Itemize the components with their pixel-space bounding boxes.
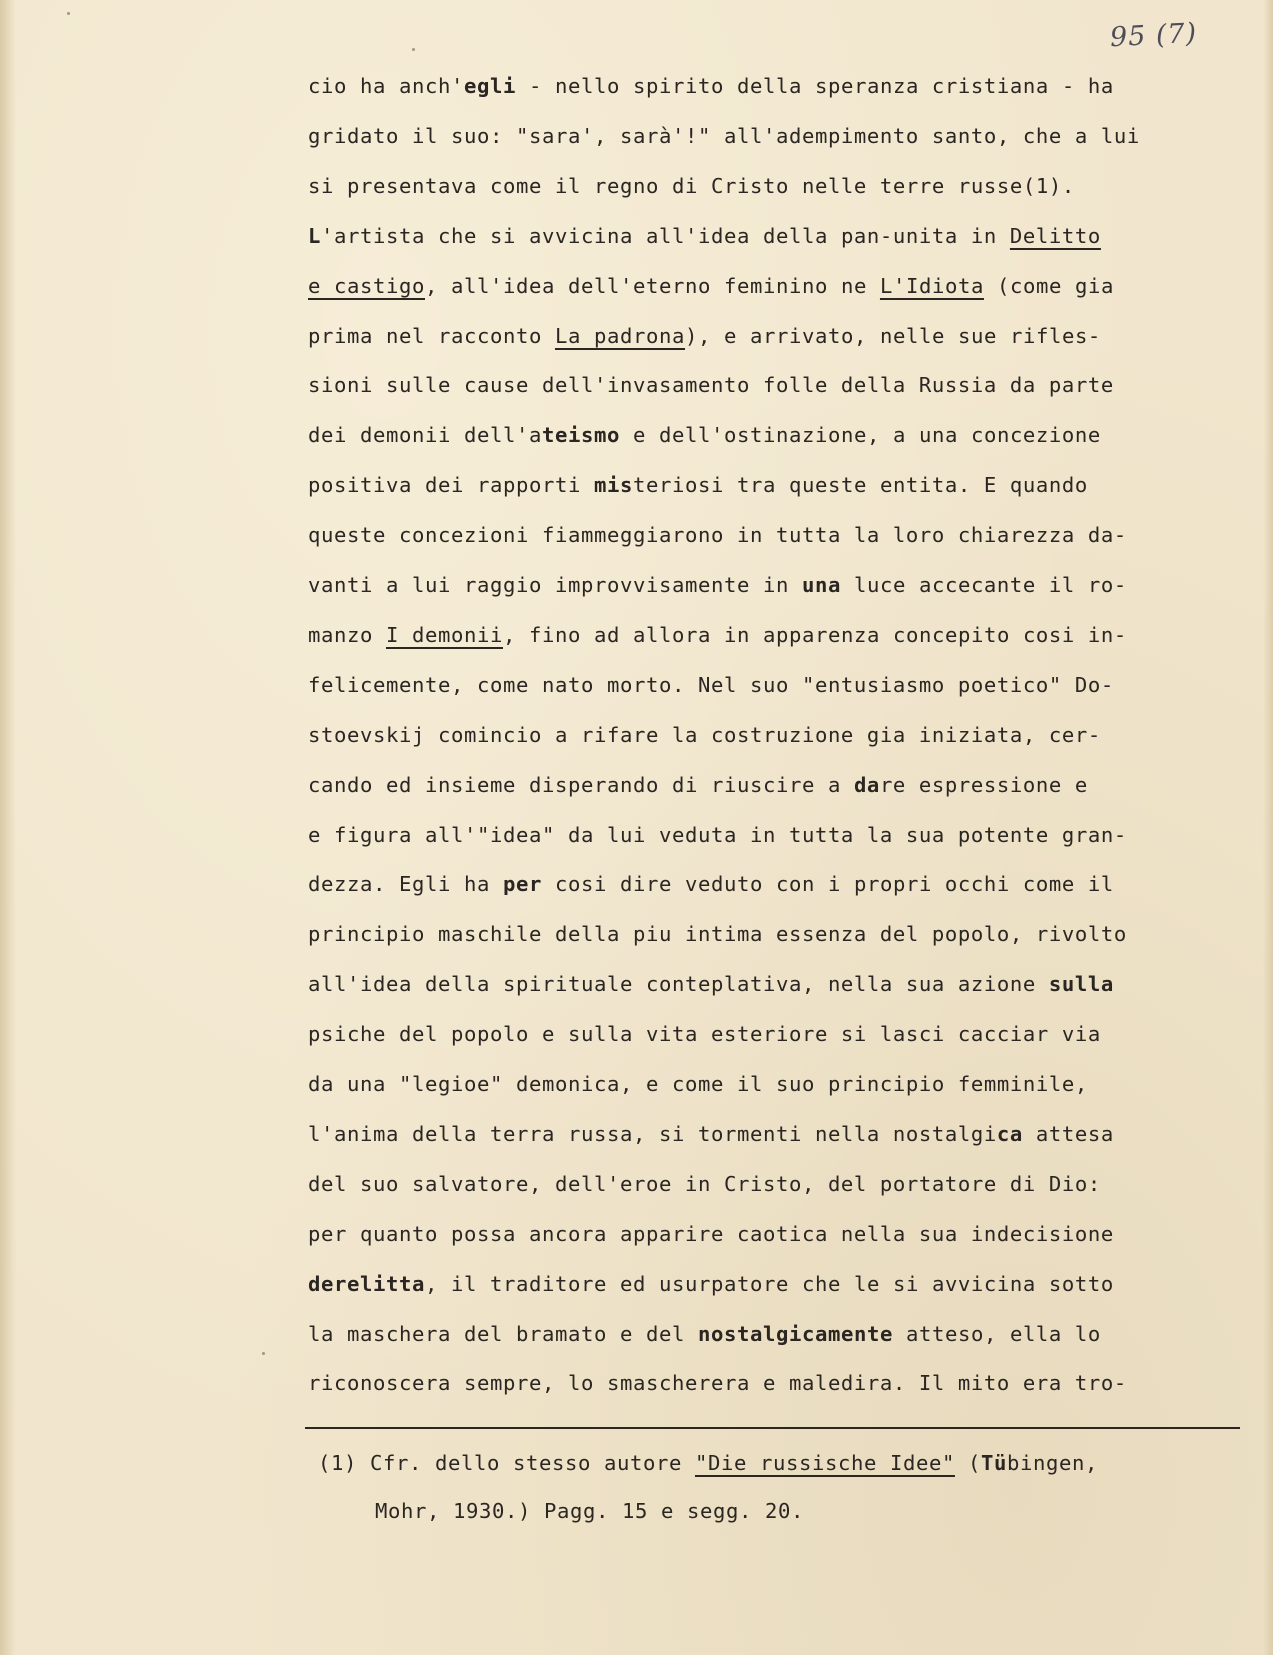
text-run: luce accecante il ro- [840,573,1127,597]
text-line [308,970,1114,998]
text-run: si presentava come il regno di Cristo nelle terre russe(1). [308,173,1075,198]
text-run: e figura all'"idea" da lui veduta in tutta la sua potente gran- [308,822,1127,847]
paper-speck [262,1352,265,1355]
footnote-separator-rule [305,1427,1240,1429]
overstruck-text: da [853,772,880,797]
text-run: psiche del popolo e sulla vita esteriore si lasci cacciar via [308,1022,1101,1047]
overstruck-text: ca [996,1121,1023,1146]
text-line [308,322,1101,350]
text-run: 'artista che si avvicina all'idea della pan-unita in [321,223,1010,248]
text-run: l'anima della terra russa, si tormenti nella nostalgi [308,1121,997,1146]
text-line [308,771,1088,799]
text-run: (come gia [983,273,1114,298]
text-run: (1) Cfr. dello stesso autore [318,1451,695,1476]
text-run: teriosi tra queste entita. E quando [632,473,1088,498]
text-line [308,421,1101,449]
overstruck-text: per [502,872,542,897]
text-run: , fino ad allora in apparenza concepito cosi in- [503,622,1127,647]
underlined-title: e castigo [308,273,425,298]
text-run: la maschera del bramato e del [308,1321,698,1346]
text-run: all'idea della spirituale conteplativa, nella sua azione [308,972,1049,997]
text-run: positiva dei rapporti [308,473,594,498]
text-line [308,920,1127,948]
text-line [308,272,1114,300]
overstruck-text: nostalgicamente [697,1321,893,1346]
text-run: sioni sulle cause dell'invasamento folle della Russia da parte [308,373,1114,398]
overstruck-text: egli [463,74,516,98]
text-line [308,371,1114,399]
overstruck-text: una [801,573,841,597]
text-run: , all'idea dell'eterno feminino ne [425,273,880,298]
text-line [308,870,1114,898]
text-line [308,521,1127,549]
text-run: Mohr, 1930.) Pagg. 15 e segg. 20. [375,1499,804,1524]
underlined-title: "Die russische Idee" [694,1451,955,1476]
underlined-title: La padrona [554,323,685,348]
text-line [308,1320,1101,1348]
text-run: vanti a lui raggio improvvisamente in [308,573,802,597]
overstruck-text: sulla [1048,972,1114,997]
text-run: , il traditore ed usurpatore che le si avvicina sotto [425,1271,1114,1296]
text-line [308,1170,1101,1198]
text-line [308,1369,1127,1397]
text-line [308,72,1114,100]
text-run: gridato il suo: "sara', sarà'!" all'adempimento santo, che a lui [308,123,1140,148]
text-run: prima nel racconto [308,323,555,348]
text-line [308,721,1101,749]
text-run: da una "legioe" demonica, e come il suo principio femminile, [308,1072,1088,1096]
underlined-title: L'Idiota [879,273,984,298]
text-line [308,1020,1101,1048]
text-run: re espressione e [879,772,1088,797]
text-run: riconoscera sempre, lo smaschererа e maledira. Il mito era tro- [308,1371,1127,1396]
text-run: del suo salvatore, dell'eroe in Cristo, del portatore di Dio: [308,1171,1101,1196]
text-run: queste concezioni fiammeggiarono in tutta la loro chiarezza da- [308,523,1127,548]
footnote-line-1 [318,1449,1098,1477]
text-line [308,172,1075,200]
overstruck-text: derelitta [308,1271,425,1296]
text-run: ), e arrivato, nelle sue rifles- [684,323,1101,348]
text-run: per quanto possa ancora apparire caotica nella sua indecisione [308,1221,1114,1246]
underlined-title: I demonii [386,622,503,647]
paper-speck [67,12,70,15]
handwritten-page-number: 95 (7) [1109,17,1198,54]
text-run: cio ha anch' [308,74,464,98]
text-run: stoevskij comincio a rifare la costruzione gia iniziata, cer- [308,722,1101,747]
text-line [308,1270,1114,1298]
footnote-line-2 [375,1497,804,1525]
text-line [308,571,1127,599]
text-run: dei demonii dell'a [308,423,542,448]
text-run: ( [954,1451,981,1476]
text-line [308,621,1127,649]
text-run: principio maschile della piu intima essenza del popolo, rivolto [308,922,1127,947]
text-run: - nello spirito della speranza cristiana - ha [515,74,1114,98]
text-run: e dell'ostinazione, a una concezione [619,423,1101,448]
text-line [308,1220,1114,1248]
text-line [308,1120,1114,1148]
text-line [308,821,1127,849]
paper-speck [412,48,415,51]
text-run: attesa [1022,1121,1114,1146]
text-run: cosi dire veduto con i propri occhi come il [541,872,1114,897]
text-run: cando ed insieme disperando di riuscire a [308,772,854,797]
text-run: bingen, [1006,1451,1098,1476]
overstruck-text: mis [593,473,633,498]
text-line [308,471,1088,499]
text-run: atteso, ella lo [892,1321,1101,1346]
text-line [308,122,1140,150]
text-run: dezza. Egli ha [308,872,503,897]
text-line [308,671,1114,699]
overstruck-text: teismo [541,423,620,448]
text-run: manzo [308,622,386,647]
underlined-title: Delitto [1009,223,1101,248]
text-line [308,222,1101,250]
text-run: felicemente, come nato morto. Nel suo "entusiasmo poetico" Do- [308,672,1114,697]
overstruck-text: Tü [980,1451,1007,1476]
overstruck-text: L [308,223,321,248]
text-line [308,1070,1088,1098]
